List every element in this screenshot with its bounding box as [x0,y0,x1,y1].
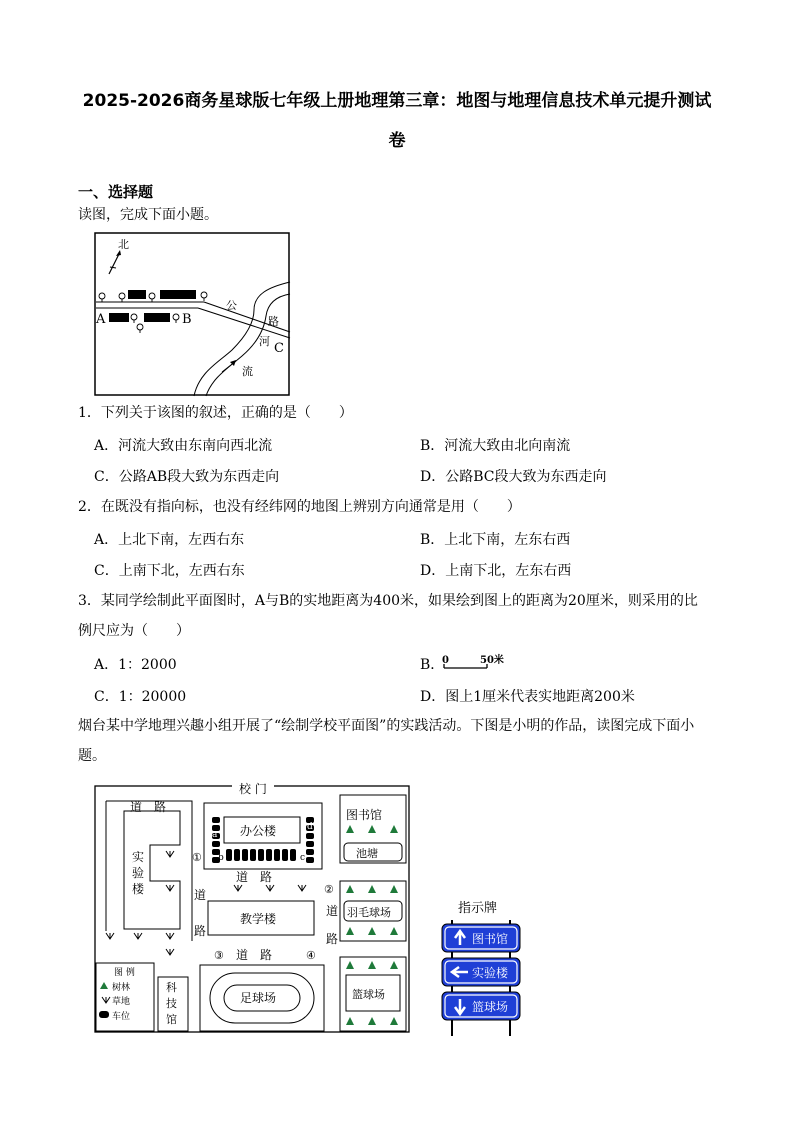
question-3-option-c[interactable]: C．1：20000 [94,689,187,705]
svg-text:c: c [300,853,306,863]
question-3-option-a[interactable]: A．1：2000 [94,657,177,673]
scale-bar [440,652,520,672]
page-title-line2: 卷 [388,131,406,151]
question-1-option-d[interactable]: D．公路BC段大致为东西走向 [420,469,607,485]
svg-text:验: 验 [132,866,145,880]
svg-text:道: 道 [326,904,339,918]
svg-text:道 路: 道 路 [236,870,273,884]
svg-text:图书馆: 图书馆 [346,808,383,822]
svg-text:图 例: 图 例 [114,968,135,978]
svg-text:①: ① [192,851,202,864]
svg-text:B: B [182,312,192,327]
question-3-stem-line2: 例尺应为（ ） [78,623,190,639]
sign-library: 图书馆 [472,932,509,946]
svg-text:流: 流 [242,365,253,378]
sign-basketball: 篮球场 [472,1000,509,1014]
svg-text:技: 技 [166,997,177,1010]
svg-text:办公楼: 办公楼 [240,824,277,838]
svg-text:路: 路 [194,924,207,938]
question-3-option-b[interactable]: B． [420,657,445,673]
svg-text:楼: 楼 [132,882,145,896]
question-1-option-b[interactable]: B．河流大致由北向南流 [420,438,571,454]
svg-text:②: ② [324,883,334,896]
north-label: 北 [118,238,129,251]
question-3-stem-line1: 3．某同学绘制此平面图时，A与B的实地距离为400米，如果绘到图上的距离为20厘米，则采用的比 [78,593,698,609]
svg-text:d: d [307,822,313,832]
svg-text:a: a [212,830,218,840]
svg-text:C: C [274,341,284,356]
section-heading: 一、选择题 [78,183,154,201]
question-2-option-b[interactable]: B．上北下南，左东右西 [420,532,571,548]
svg-text:车位: 车位 [112,1012,131,1022]
sign-lab: 实验楼 [472,966,509,980]
svg-text:0: 0 [442,655,449,666]
question-1-option-c[interactable]: C．公路AB段大致为东西走向 [94,469,280,485]
svg-text:河: 河 [259,335,270,348]
intro-text-2-line1: 烟台某中学地理兴趣小组开展了“绘制学校平面图”的实践活动。下图是小明的作品，读图完成下面小 [78,718,695,734]
svg-text:公: 公 [226,299,237,312]
svg-text:篮球场: 篮球场 [352,988,385,1001]
question-3-option-d[interactable]: D．图上1厘米代表实地距离200米 [420,689,635,705]
school-plan-map [94,781,412,1035]
svg-text:50米: 50米 [480,655,504,666]
svg-text:树林: 树林 [112,983,131,993]
svg-text:足球场: 足球场 [240,991,277,1005]
signboard-title: 指示牌 [458,901,498,916]
svg-text:路: 路 [268,315,279,328]
svg-text:道: 道 [194,888,207,902]
intro-text-1: 读图，完成下面小题。 [78,207,218,223]
page-title-line1: 2025-2026商务星球版七年级上册地理第三章：地图与地理信息技术单元提升测试 [82,91,712,111]
svg-text:科: 科 [166,981,177,994]
question-2-option-c[interactable]: C．上南下北，左西右东 [94,563,245,579]
signboard [440,918,524,1038]
svg-text:馆: 馆 [166,1013,177,1026]
question-2-stem: 2．在既没有指向标，也没有经纬网的地图上辨别方向通常是用（ ） [78,499,521,515]
question-1-option-a[interactable]: A．河流大致由东南向西北流 [94,438,273,454]
svg-text:教学楼: 教学楼 [240,912,277,926]
svg-text:A: A [96,312,106,327]
intro-text-2-line2: 题。 [78,748,106,764]
svg-text:道 路: 道 路 [130,800,167,814]
question-2-option-d[interactable]: D．上南下北，左东右西 [420,563,572,579]
question-2-option-a[interactable]: A．上北下南，左西右东 [94,532,245,548]
river-road-map [94,232,292,398]
svg-text:③: ③ [214,949,224,962]
svg-text:校 门: 校 门 [239,782,267,796]
svg-text:实: 实 [132,850,145,864]
question-1-stem: 1．下列关于该图的叙述，正确的是（ ） [78,405,353,421]
svg-text:路: 路 [326,932,339,946]
svg-text:道 路: 道 路 [236,948,273,962]
svg-text:羽毛球场: 羽毛球场 [347,906,391,919]
svg-text:池塘: 池塘 [356,847,378,860]
svg-text:b: b [218,853,224,863]
svg-text:④: ④ [306,949,316,962]
svg-text:草地: 草地 [112,997,131,1007]
